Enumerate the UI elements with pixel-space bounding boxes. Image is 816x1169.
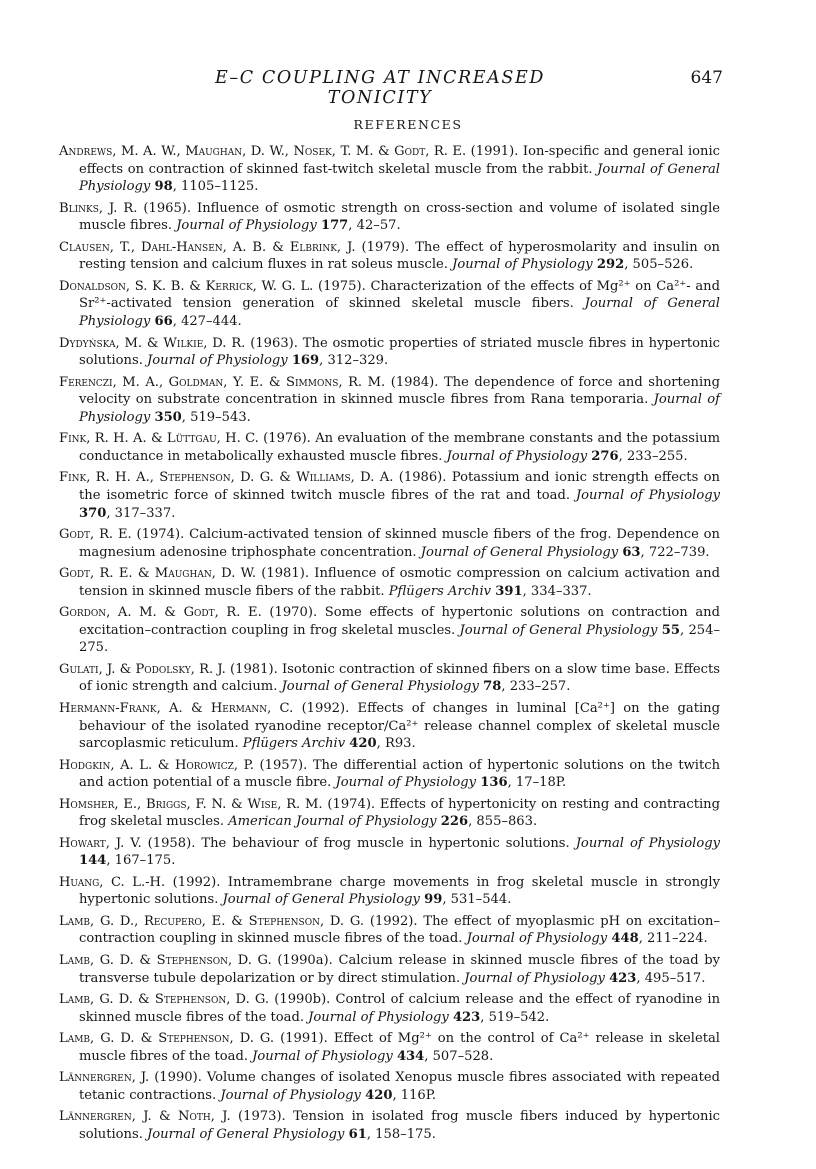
reference-authors: Lamb, G. D. & Stephenson, D. G. bbox=[59, 1031, 275, 1047]
reference-pages: , 42–57. bbox=[348, 218, 401, 234]
reference-authors: Clausen, T., Dahl-Hansen, A. B. & Elbrink, J. bbox=[59, 239, 356, 255]
reference-journal: Journal of Physiology bbox=[79, 392, 720, 425]
reference-title: An evaluation of the membrane constants and the potassium conductance in metabolically exhausted muscle fibres. bbox=[79, 431, 720, 464]
reference-year: (1975). bbox=[318, 278, 366, 294]
reference-pages: , 531–544. bbox=[442, 892, 512, 908]
reference-volume: 292 bbox=[596, 257, 625, 273]
reference-authors: Fink, R. H. A. & Lüttgau, H. C. bbox=[59, 431, 259, 447]
reference-pages: , 167–175. bbox=[106, 853, 176, 869]
reference-pages: , 334–337. bbox=[522, 583, 592, 599]
reference-item bbox=[59, 661, 720, 696]
reference-journal: Journal of General Physiology bbox=[79, 296, 720, 330]
reference-list bbox=[59, 143, 720, 1147]
reference-item bbox=[59, 952, 720, 987]
reference-journal: Journal of Physiology bbox=[466, 931, 608, 947]
reference-journal: Journal of Physiology bbox=[575, 835, 720, 851]
reference-authors: Godt, R. E. bbox=[59, 527, 132, 542]
reference-authors: Blinks, J. R. bbox=[59, 200, 138, 216]
reference-journal: Journal of General Physiology bbox=[79, 161, 720, 195]
reference-pages: , R93. bbox=[376, 736, 416, 752]
reference-authors: Hodgkin, A. L. & Horowicz, P. bbox=[59, 757, 254, 773]
reference-authors: Fink, R. H. A., Stephenson, D. G. & Williams, D. A. bbox=[59, 470, 394, 486]
reference-year: (1958). bbox=[147, 835, 196, 851]
reference-journal: Journal of Physiology bbox=[220, 1087, 361, 1103]
reference-volume: 61 bbox=[348, 1126, 367, 1142]
reference-pages: , 17–18P. bbox=[507, 775, 567, 791]
reference-pages: , 211–224. bbox=[638, 931, 708, 947]
reference-volume: 98 bbox=[154, 179, 173, 195]
reference-item bbox=[59, 430, 720, 465]
reference-item bbox=[59, 526, 720, 561]
reference-authors: Lamb, G. D. & Stephenson, D. G. bbox=[59, 992, 270, 1008]
reference-journal: Journal of Physiology bbox=[308, 1009, 449, 1025]
reference-item bbox=[59, 991, 720, 1026]
reference-journal: American Journal of Physiology bbox=[228, 814, 437, 830]
reference-title: Characterization of the effects of Mg²⁺ on Ca²⁺- and Sr²⁺-activated tension generation of skinned skeletal muscle fibers. bbox=[79, 278, 721, 312]
reference-volume: 423 bbox=[609, 970, 637, 986]
reference-year: (1974). bbox=[327, 796, 376, 812]
reference-authors: Lännergren, J. & Noth, J. bbox=[59, 1109, 231, 1125]
reference-journal: Pflügers Archiv bbox=[242, 736, 346, 752]
reference-volume: 136 bbox=[480, 775, 508, 791]
reference-authors: Lännergren, J. bbox=[59, 1070, 150, 1086]
reference-volume: 420 bbox=[349, 736, 377, 752]
reference-authors: Andrews, M. A. W., Maughan, D. W., Nosek, T. M. & Godt, R. E. bbox=[59, 144, 467, 159]
reference-volume: 226 bbox=[440, 814, 469, 830]
reference-item bbox=[59, 469, 720, 522]
reference-year: (1970). bbox=[269, 605, 318, 621]
reference-volume: 423 bbox=[452, 1009, 481, 1025]
reference-title: The differential action of hypertonic solutions on the twitch and action potential of a muscle fibre. bbox=[79, 757, 721, 791]
reference-title: Ion-specific and general ionic effects on contraction of skinned fast-twitch skeletal muscle from the rabbit. bbox=[79, 144, 720, 177]
reference-pages: , 158–175. bbox=[366, 1126, 436, 1142]
reference-authors: Ferenczi, M. A., Goldman, Y. E. & Simmons, R. M. bbox=[59, 374, 386, 390]
reference-item bbox=[59, 604, 720, 657]
reference-item bbox=[59, 374, 720, 427]
reference-item bbox=[59, 874, 720, 909]
reference-year: (1992). bbox=[172, 874, 221, 890]
reference-pages: , 722–739. bbox=[640, 544, 710, 560]
running-title: E–C COUPLING AT INCREASED TONICITY bbox=[214, 68, 546, 108]
reference-year: (1986). bbox=[398, 470, 447, 486]
reference-volume: 144 bbox=[79, 853, 107, 869]
reference-title: The effect of hyperosmolarity and insulin on resting tension and calcium fluxes in rat soleus muscle. bbox=[79, 239, 720, 273]
reference-year: (1990a). bbox=[277, 952, 333, 968]
reference-pages: , 427–444. bbox=[172, 314, 242, 330]
reference-year: (1990b). bbox=[274, 992, 331, 1008]
reference-authors: Gulati, J. & Podolsky, R. J. bbox=[59, 661, 226, 677]
reference-pages: , 1105–1125. bbox=[172, 179, 259, 195]
reference-year: (1957). bbox=[259, 757, 308, 773]
reference-authors: Donaldson, S. K. B. & Kerrick, W. G. L. bbox=[59, 278, 314, 294]
reference-item bbox=[59, 239, 720, 274]
reference-volume: 169 bbox=[291, 353, 320, 369]
reference-volume: 63 bbox=[622, 544, 641, 560]
reference-pages: , 519–542. bbox=[480, 1009, 550, 1025]
reference-item bbox=[59, 835, 720, 870]
reference-item bbox=[59, 335, 720, 370]
reference-authors: Lamb, G. D. & Stephenson, D. G. bbox=[59, 952, 272, 968]
reference-item bbox=[59, 200, 720, 235]
reference-title: Potassium and ionic strength effects on the isometric force of skinned twitch muscle fibres of the rat and toad. bbox=[79, 470, 720, 503]
reference-pages: , 317–337. bbox=[106, 505, 176, 521]
reference-title: The osmotic properties of striated muscle fibres in hypertonic solutions. bbox=[79, 335, 720, 369]
reference-journal: Journal of Physiology bbox=[464, 970, 605, 986]
reference-year: (1991). bbox=[470, 144, 519, 159]
reference-year: (1974). bbox=[136, 527, 185, 542]
reference-title: Effects of hypertonicity on resting and contracting frog skeletal muscles. bbox=[79, 796, 720, 830]
reference-year: (1963). bbox=[250, 335, 298, 351]
reference-volume: 391 bbox=[495, 583, 523, 599]
reference-journal: Journal of Physiology bbox=[147, 353, 288, 369]
reference-volume: 448 bbox=[611, 931, 639, 947]
reference-item bbox=[59, 796, 720, 831]
reference-title: Control of calcium release and the effect of ryanodine in skinned muscle fibres of the toad. bbox=[79, 992, 721, 1025]
reference-year: (1984). bbox=[390, 374, 439, 390]
reference-volume: 177 bbox=[320, 218, 349, 234]
reference-title: The dependence of force and shortening velocity on substrate concentration in skinned muscle fibres from Rana temporaria. bbox=[79, 374, 720, 408]
page-number: 647 bbox=[690, 68, 723, 88]
reference-pages: , 495–517. bbox=[636, 970, 706, 986]
reference-year: (1973). bbox=[238, 1109, 286, 1125]
reference-year: (1981). bbox=[261, 566, 309, 582]
reference-item bbox=[59, 143, 720, 196]
reference-title: Influence of osmotic strength on cross-section and volume of isolated single muscle fibres. bbox=[79, 200, 721, 234]
reference-journal: Journal of General Physiology bbox=[222, 892, 420, 908]
reference-item bbox=[59, 1069, 720, 1104]
reference-authors: Hermann-Frank, A. & Hermann, C. bbox=[59, 700, 294, 716]
reference-title: Intramembrane charge movements in frog skeletal muscle in strongly hypertonic solutions. bbox=[79, 874, 720, 908]
reference-journal: Journal of Physiology bbox=[575, 487, 720, 503]
reference-item bbox=[59, 700, 720, 753]
reference-authors: Homsher, E., Briggs, F. N. & Wise, R. M. bbox=[59, 796, 323, 812]
reference-journal: Journal of Physiology bbox=[452, 257, 593, 273]
reference-title: Calcium-activated tension of skinned muscle fibers of the frog. Dependence on magnesium adenosine triphosphate concentration. bbox=[79, 527, 720, 560]
reference-title: Effect of Mg²⁺ on the control of Ca²⁺ release in skeletal muscle fibres of the toad. bbox=[79, 1031, 720, 1064]
reference-volume: 99 bbox=[424, 892, 443, 908]
reference-volume: 434 bbox=[396, 1048, 425, 1064]
reference-pages: , 519–543. bbox=[181, 409, 251, 425]
reference-journal: Journal of Physiology bbox=[335, 775, 477, 791]
reference-authors: Gordon, A. M. & Godt, R. E. bbox=[59, 605, 262, 621]
reference-title: Influence of osmotic compression on calcium activation and tension in skinned muscle fibers of the rabbit. bbox=[79, 566, 720, 599]
reference-item bbox=[59, 278, 720, 331]
reference-year: (1965). bbox=[143, 200, 192, 216]
reference-authors: Lamb, G. D., Recupero, E. & Stephenson, D. G. bbox=[59, 913, 365, 929]
reference-pages: , 116P. bbox=[392, 1087, 437, 1103]
reference-pages: , 233–255. bbox=[618, 448, 688, 464]
reference-item bbox=[59, 757, 720, 792]
reference-title: Some effects of hypertonic solutions on contraction and excitation–contraction coupling in frog skeletal muscles. bbox=[79, 605, 720, 638]
reference-pages: , 855–863. bbox=[468, 814, 538, 830]
reference-year: (1992). bbox=[301, 700, 350, 716]
reference-item bbox=[59, 1108, 720, 1143]
reference-title: Calcium release in skinned muscle fibres of the toad by transverse tubule depolarization or by direct stimulation. bbox=[79, 952, 720, 986]
reference-title: Effects of changes in luminal [Ca²⁺] on the gating behaviour of the isolated ryanodine receptor/Ca²⁺ release channel complex of skeletal muscle sarcoplasmic reticulum. bbox=[79, 700, 720, 752]
reference-pages: , 312–329. bbox=[319, 353, 389, 369]
reference-year: (1979). bbox=[361, 239, 410, 255]
reference-year: (1981). bbox=[230, 661, 278, 677]
reference-journal: Journal of Physiology bbox=[252, 1048, 393, 1064]
reference-journal: Journal of General Physiology bbox=[281, 679, 479, 695]
reference-pages: , 507–528. bbox=[424, 1048, 494, 1064]
reference-title: Isotonic contraction of skinned fibers on a slow time base. Effects of ionic strength and calcium. bbox=[79, 661, 720, 695]
reference-authors: Dydyńska, M. & Wilkie, D. R. bbox=[59, 335, 246, 351]
section-title: REFERENCES bbox=[353, 117, 463, 132]
reference-item bbox=[59, 1030, 720, 1065]
reference-volume: 276 bbox=[591, 448, 619, 464]
reference-journal: Pflügers Archiv bbox=[388, 583, 492, 599]
reference-title: The effect of myoplasmic pH on excitation–contraction coupling in skinned muscle fibres of the toad. bbox=[79, 913, 720, 947]
reference-year: (1992). bbox=[369, 913, 418, 929]
reference-journal: Journal of Physiology bbox=[176, 218, 317, 234]
reference-volume: 420 bbox=[365, 1087, 393, 1103]
reference-title: Tension in isolated frog muscle fibers induced by hypertonic solutions. bbox=[79, 1109, 721, 1142]
reference-volume: 78 bbox=[483, 679, 502, 695]
reference-journal: Journal of General Physiology bbox=[420, 544, 619, 560]
reference-title: Volume changes of isolated Xenopus muscle fibres associated with repeated tetanic contractions. bbox=[79, 1070, 721, 1103]
reference-authors: Howart, J. V. bbox=[59, 835, 142, 851]
reference-item bbox=[59, 565, 720, 600]
reference-title: The behaviour of frog muscle in hypertonic solutions. bbox=[201, 835, 570, 851]
reference-journal: Journal of General Physiology bbox=[147, 1126, 345, 1142]
reference-volume: 350 bbox=[154, 409, 182, 425]
reference-year: (1976). bbox=[263, 431, 311, 447]
reference-journal: Journal of Physiology bbox=[446, 448, 588, 464]
reference-volume: 66 bbox=[154, 314, 173, 330]
reference-year: (1991). bbox=[280, 1031, 328, 1047]
reference-pages: , 233–257. bbox=[501, 679, 571, 695]
reference-authors: Godt, R. E. & Maughan, D. W. bbox=[59, 566, 256, 582]
reference-volume: 370 bbox=[79, 505, 107, 521]
reference-volume: 55 bbox=[661, 622, 680, 638]
reference-pages: , 254–275. bbox=[79, 622, 720, 656]
reference-year: (1990). bbox=[154, 1070, 202, 1086]
reference-pages: , 505–526. bbox=[624, 257, 694, 273]
reference-journal: Journal of General Physiology bbox=[459, 622, 658, 638]
reference-authors: Huang, C. L.-H. bbox=[59, 874, 166, 890]
page-header bbox=[0, 68, 816, 108]
reference-item bbox=[59, 913, 720, 948]
